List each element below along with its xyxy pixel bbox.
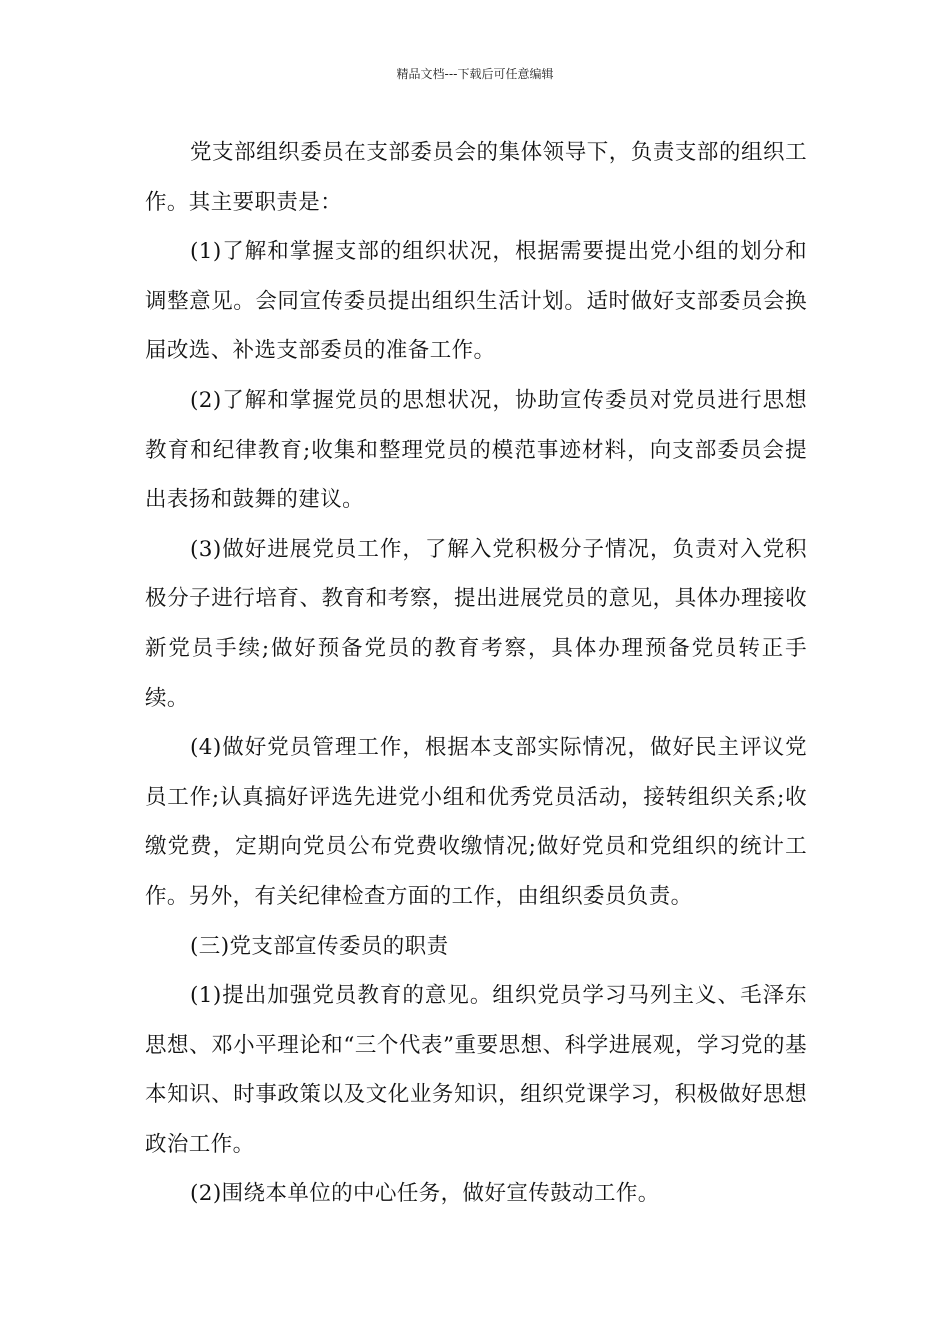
section-heading-propaganda: (三)党支部宣传委员的职责 (190, 933, 449, 959)
page-header: 精品文档---下载后可任意编辑 (396, 67, 554, 81)
paragraph-intro: 党支部组织委员在支部委员会的集体领导下，负责支部的组织工作。其主要职责是： (145, 140, 807, 215)
paragraph-item-1: (1)了解和掌握支部的组织状况，根据需要提出党小组的划分和调整意见。会同宣传委员提出组织生活计划。适时做好支部委员会换届改选、补选支部委员的准备工作。 (145, 239, 807, 364)
paragraph-propaganda-2: (2)围绕本单位的中心任务，做好宣传鼓动工作。 (190, 1181, 660, 1207)
paragraph-item-2: (2)了解和掌握党员的思想状况，协助宣传委员对党员进行思想教育和纪律教育;收集和整理党员的模范事迹材料，向支部委员会提出表扬和鼓舞的建议。 (145, 387, 807, 513)
paragraph-item-3: (3)做好进展党员工作，了解入党积极分子情况，负责对入党积极分子进行培育、教育和考察，提出进展党员的意见，具体办理接收新党员手续;做好预备党员的教育考察，具体办理预备党员转正手续。 (145, 536, 807, 711)
document-body (145, 128, 807, 1219)
paragraph-propaganda-1: (1)提出加强党员教育的意见。组织党员学习马列主义、毛泽东思想、邓小平理论和“三个代表”重要思想、科学进展观，学习党的基本知识、时事政策以及文化业务知识，组织党课学习，积极做好思想政治工作。 (145, 983, 807, 1157)
paragraph-item-4: (4)做好党员管理工作，根据本支部实际情况，做好民主评议党员工作;认真搞好评选先进党小组和优秀党员活动，接转组织关系;收缴党费，定期向党员公布党费收缴情况;做好党员和党组织的统计工作。另外，有关纪律检查方面的工作，由组织委员负责。 (145, 735, 807, 909)
